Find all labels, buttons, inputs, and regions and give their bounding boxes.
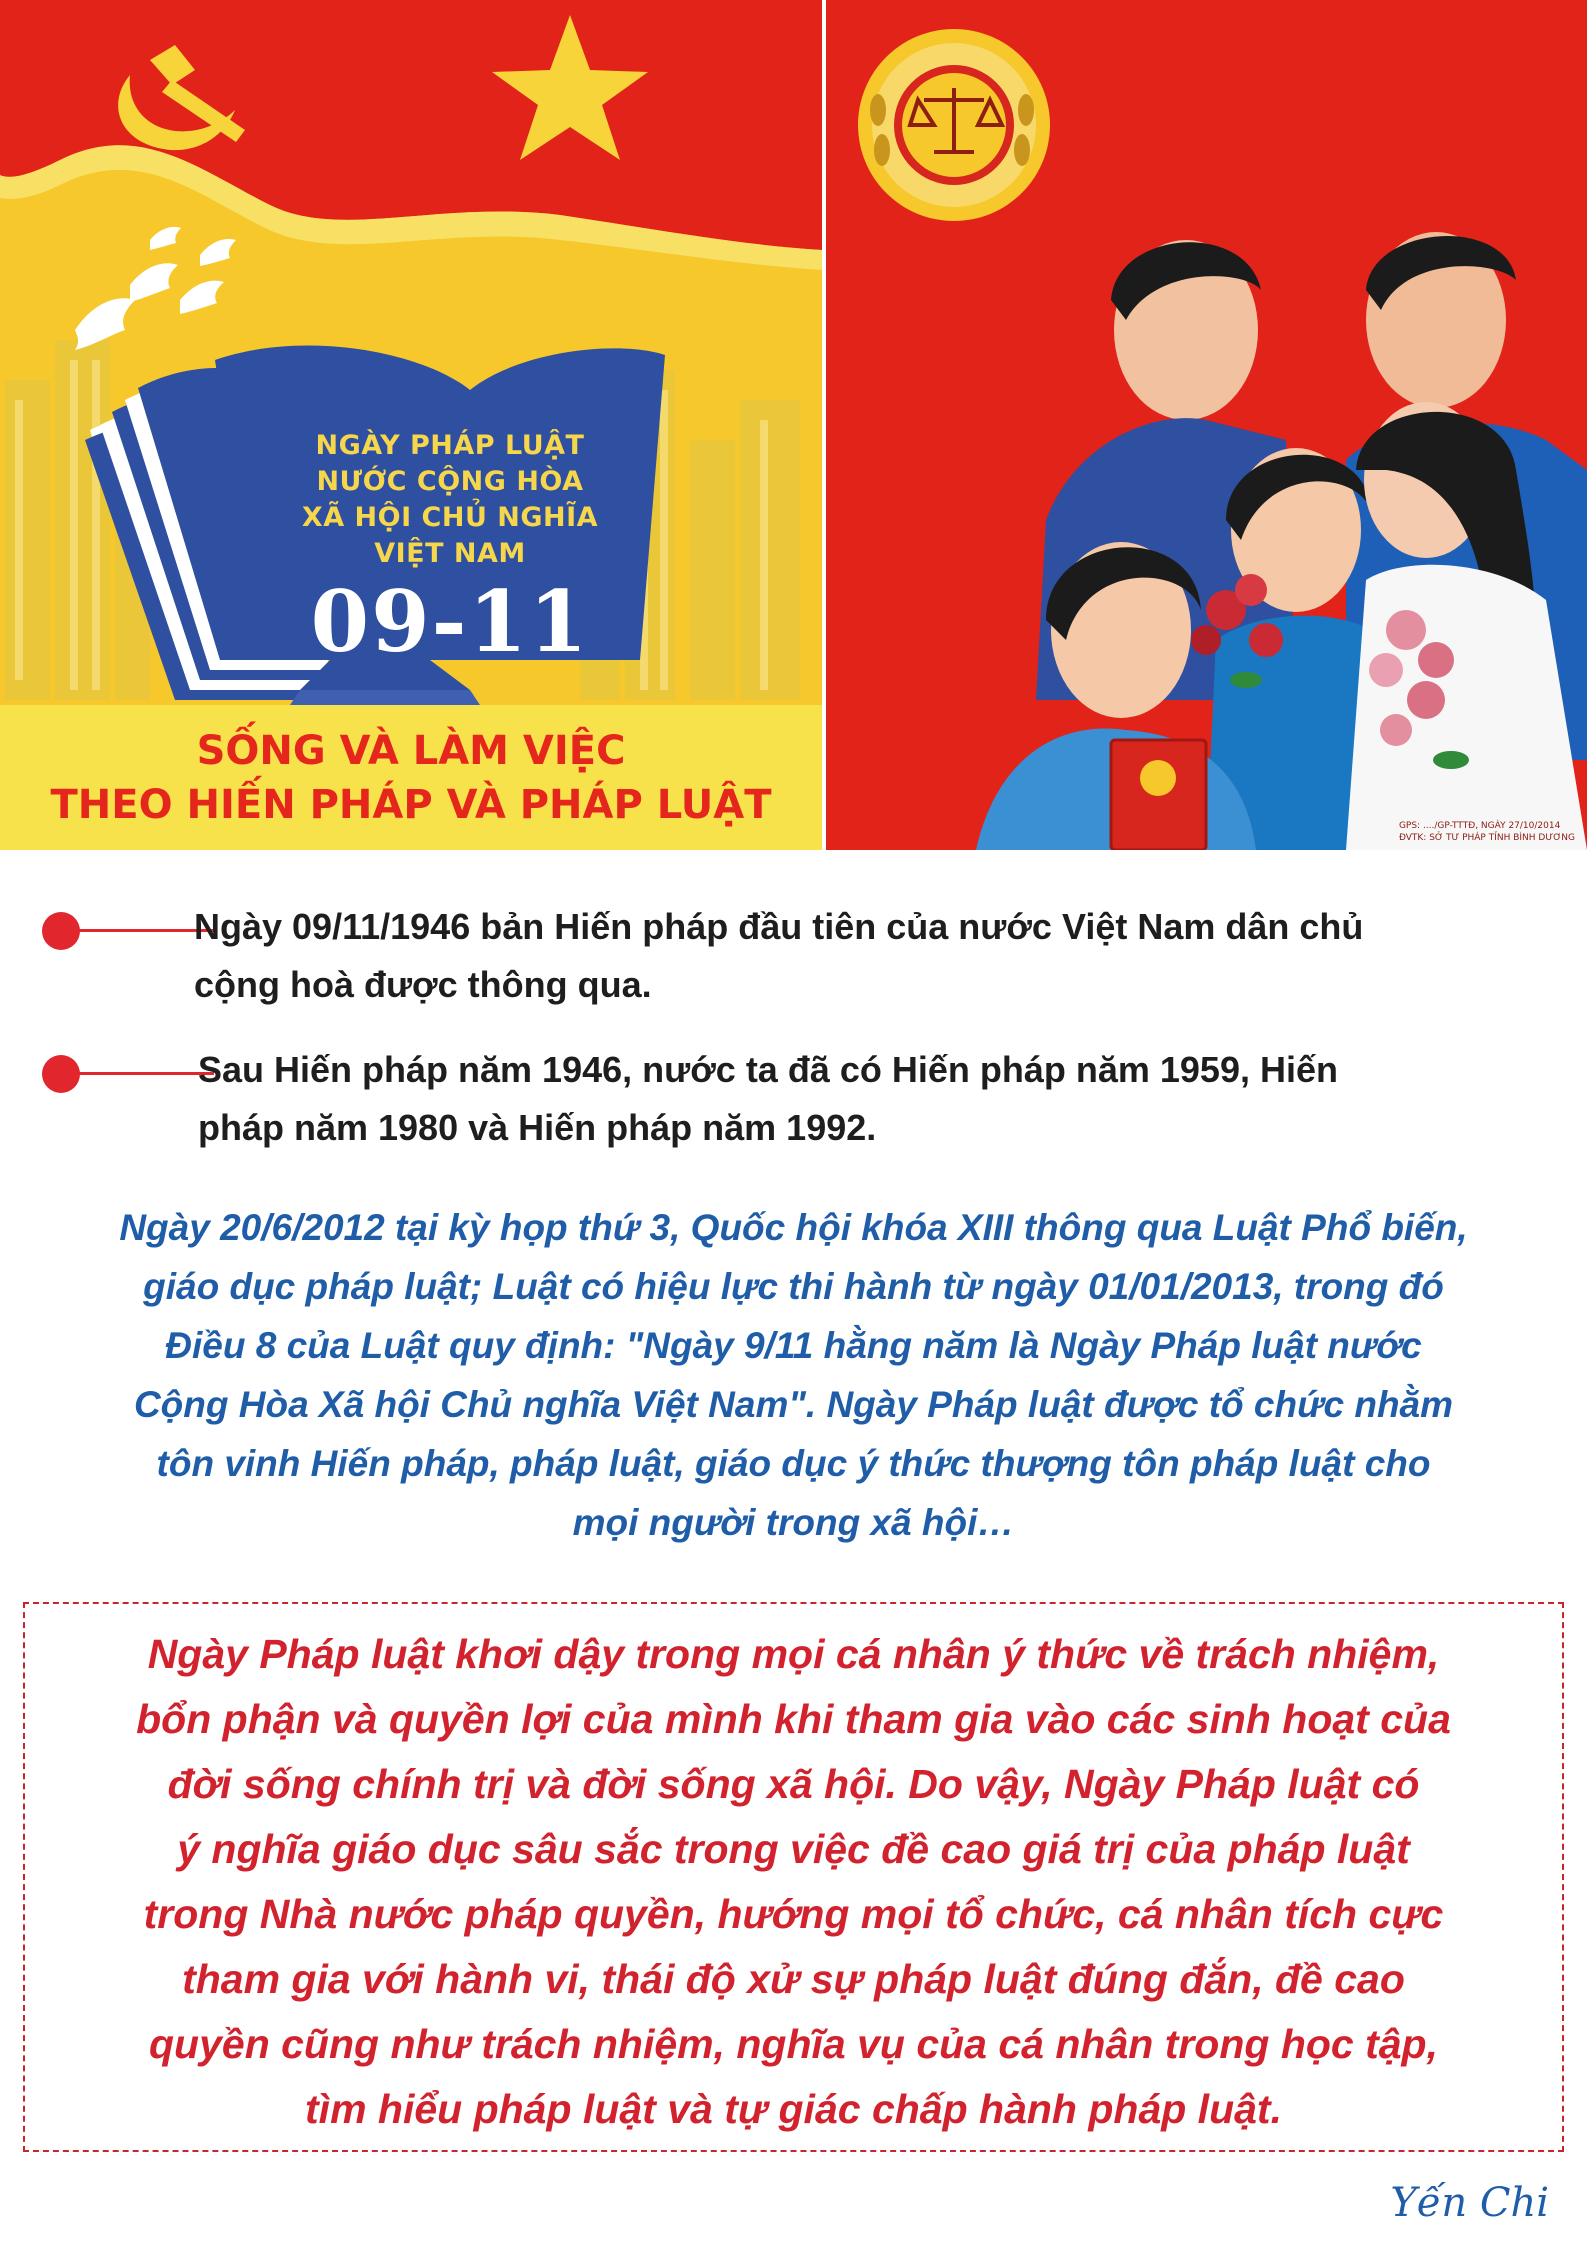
poster-caption — [1399, 820, 1575, 844]
significance-line: bổn phận và quyền lợi của mình khi tham gia vào các sinh hoạt của — [136, 1696, 1451, 1742]
law-day-paragraph — [0, 1198, 1587, 1552]
significance-line: quyền cũng như trách nhiệm, nghĩa vụ của cá nhân trong học tập, — [149, 2021, 1438, 2067]
book-title-line: XÃ HỘI CHỦ NGHĨA — [301, 502, 599, 533]
book-title-line: NGÀY PHÁP LUẬT — [315, 430, 585, 461]
bullet-item-1 — [42, 898, 1552, 1018]
bullet-text — [198, 1041, 1587, 1157]
significance-line: trong Nhà nước pháp quyền, hướng mọi tổ chức, cá nhân tích cực — [143, 1891, 1444, 1937]
slogan-line-2: THEO HIẾN PHÁP VÀ PHÁP LUẬT — [50, 782, 772, 828]
book-date: 09-11 — [310, 572, 590, 671]
slogan-line-1: SỐNG VÀ LÀM VIỆC — [196, 728, 626, 774]
significance-line: đời sống chính trị và đời sống xã hội. Do vậy, Ngày Pháp luật có — [167, 1761, 1420, 1807]
significance-text — [25, 1622, 1562, 2142]
bullet-text — [194, 898, 1587, 1014]
poster-right — [826, 0, 1587, 850]
paragraph-line: Cộng Hòa Xã hội Chủ nghĩa Việt Nam". Ngày Pháp luật được tổ chức nhằm — [133, 1384, 1454, 1425]
book-title-line: NƯỚC CỘNG HÒA — [316, 466, 584, 497]
author-signature: Yến Chi — [1390, 2180, 1549, 2226]
poster-right-art — [826, 0, 1587, 850]
court-emblem-icon — [858, 29, 1050, 221]
paragraph-line: Điều 8 của Luật quy định: "Ngày 9/11 hằng năm là Ngày Pháp luật nước — [165, 1325, 1422, 1366]
significance-box — [23, 1602, 1564, 2152]
significance-line: Ngày Pháp luật khơi dậy trong mọi cá nhân ý thức về trách nhiệm, — [147, 1631, 1440, 1677]
significance-line: ý nghĩa giáo dục sâu sắc trong việc đề cao giá trị của pháp luật — [177, 1826, 1410, 1872]
bullet-text-line: cộng hoà được thông qua. — [194, 964, 652, 1005]
bullet-text-line: pháp năm 1980 và Hiến pháp năm 1992. — [198, 1107, 877, 1148]
bullet-line — [76, 1072, 214, 1075]
paragraph-line: Ngày 20/6/2012 tại kỳ họp thứ 3, Quốc hội khóa XIII thông qua Luật Phổ biến, — [119, 1207, 1468, 1248]
paragraph-line: tôn vinh Hiến pháp, pháp luật, giáo dục ý thức thượng tôn pháp luật cho — [156, 1443, 1431, 1484]
book-text — [250, 0, 650, 700]
banner-image — [0, 0, 1587, 850]
significance-line: tìm hiểu pháp luật và tự giác chấp hành pháp luật. — [305, 2086, 1282, 2132]
bullet-dot-icon — [42, 1055, 80, 1093]
poster-caption-line: ĐVTK: SỞ TƯ PHÁP TỈNH BÌNH DƯƠNG — [1398, 833, 1575, 843]
book-title-line: VIỆT NAM — [374, 538, 526, 569]
bullet-text-line: Ngày 09/11/1946 bản Hiến pháp đầu tiên của nước Việt Nam dân chủ — [194, 906, 1364, 947]
bullet-text-line: Sau Hiến pháp năm 1946, nước ta đã có Hiến pháp năm 1959, Hiến — [198, 1049, 1338, 1090]
paragraph-line: mọi người trong xã hội… — [572, 1502, 1015, 1543]
poster-left — [0, 0, 822, 850]
bullet-item-2 — [42, 1041, 1552, 1161]
poster-caption-line: GPS: ..../GP-TTTĐ, NGÀY 27/10/2014 — [1398, 821, 1561, 831]
significance-line: tham gia với hành vi, thái độ xử sự pháp luật đúng đắn, đề cao — [182, 1956, 1405, 2002]
bullet-dot-icon — [42, 912, 80, 950]
paragraph-line: giáo dục pháp luật; Luật có hiệu lực thi hành từ ngày 01/01/2013, trong đó — [143, 1266, 1444, 1307]
